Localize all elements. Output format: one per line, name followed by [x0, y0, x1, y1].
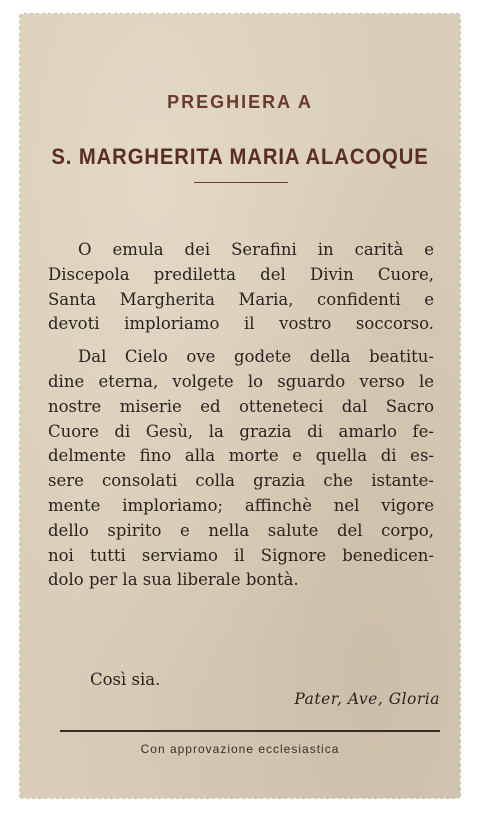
prayer-line: sere consolati colla grazia che istante-: [48, 471, 434, 491]
prayer-line: Discepola prediletta del Divin Cuore,: [48, 264, 434, 284]
ecclesiastical-approval: Con approvazione ecclesiastica: [140, 742, 340, 756]
card-heading: PREGHIERA A: [167, 92, 313, 112]
prayer-line: dolo per la sua liberale bontà.: [48, 570, 299, 590]
prayer-card: [20, 14, 460, 798]
amen-text: Così sia.: [90, 670, 161, 689]
prayer-line: mente imploriamo; affinchè nel vigore: [48, 495, 434, 515]
prayer-paragraph-1: [48, 238, 434, 337]
title-divider: [194, 182, 288, 183]
prayer-line: Cuore di Gesù, la grazia di amarlo fe-: [48, 421, 434, 441]
prayer-paragraph-2: [48, 345, 434, 593]
prayer-line: Santa Margherita Maria, confidenti e: [48, 289, 434, 309]
prayer-text: [48, 238, 434, 593]
prayer-line: noi tutti serviamo il Signore benedicen-: [48, 545, 434, 565]
prayer-line: Dal Cielo ove godete della beatitu-: [78, 347, 434, 367]
prayer-line: devoti imploriamo il vostro soccorso.: [48, 314, 434, 334]
pater-ave-gloria: Pater, Ave, Gloria: [294, 690, 440, 708]
prayer-line: dello spirito e nella salute del corpo,: [48, 520, 434, 540]
prayer-line: dine eterna, volgete lo sguardo verso le: [48, 371, 434, 391]
prayer-line: delmente fino alla morte e quella di es-: [48, 446, 434, 466]
footer-divider: [60, 730, 440, 732]
prayer-line: nostre miserie ed otteneteci dal Sacro: [48, 396, 434, 416]
saint-name: S. MARGHERITA MARIA ALACOQUE: [51, 144, 429, 169]
prayer-line: O emula dei Serafini in carità e: [78, 240, 434, 259]
